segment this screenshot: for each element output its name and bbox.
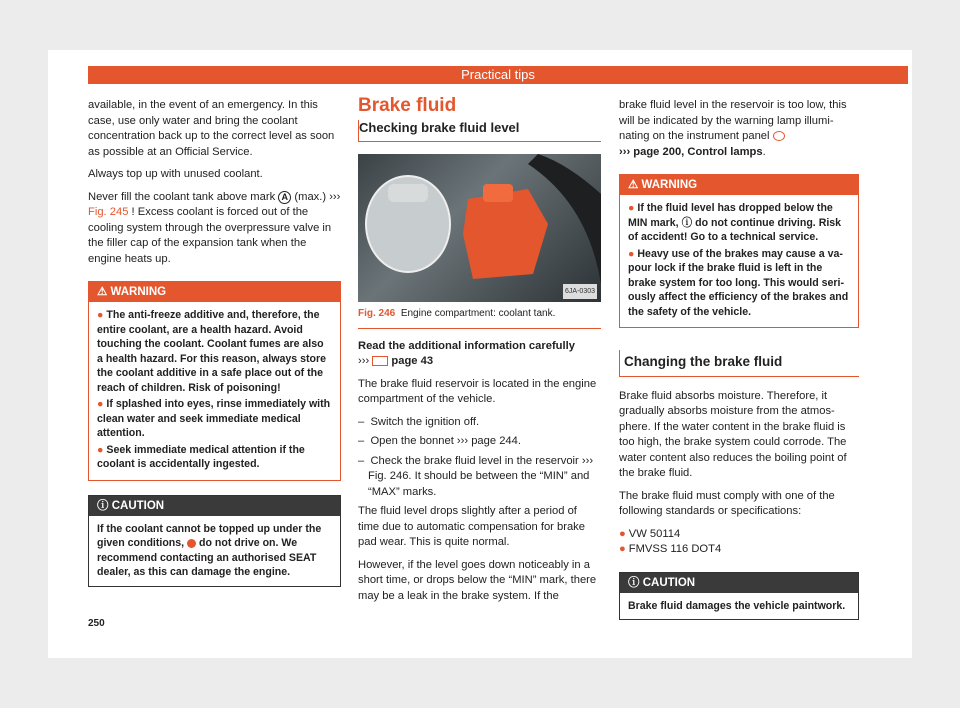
column-right <box>619 98 859 620</box>
caution-box <box>88 495 341 587</box>
page-number: 250 <box>88 618 105 629</box>
paragraph: The brake fluid reservoir is located in the engine compartment of the vehicle. <box>358 377 597 405</box>
paragraph: The fluid level drops slightly after a period of time due to automatic compensation for brake pad wear. This is quite normal. <box>358 505 585 548</box>
step-item: – Check the brake fluid level in the reservoir ››› Fig. 246. It should be between the “MIN” and “MAX” marks. <box>358 454 594 498</box>
caution-text: Brake fluid damages the vehicle paintwork. <box>628 599 846 612</box>
column-left <box>88 98 341 587</box>
spec-item: ● VW 50114 <box>619 527 681 540</box>
warning-item: ● The anti-freeze additive and, therefore, the entire coolant, are a health hazard. Avoid touching the coolant. Coolant fumes are also a health hazard. For this reason, always store the coolant additive in a safe place out of the reach of children. Risk of poisoning! <box>97 309 327 394</box>
warning-box <box>619 174 859 328</box>
engine-compartment-illustration <box>358 154 601 302</box>
column-middle <box>358 95 601 611</box>
spec-item: ● FMVSS 116 DOT4 <box>619 543 722 555</box>
read-more: Read the additional information carefully ››› page 43 <box>358 339 575 367</box>
paragraph: brake fluid level in the reservoir is too low, this will be indicated by the warning lamp illuminating on the instrument panel ››› page 200, Control lamps. <box>619 99 847 158</box>
step-item: – Open the bonnet ››› page 244. <box>358 435 521 447</box>
warning-item: ● Heavy use of the brakes may cause a vapour lock if the brake fluid is left in the brake system for too long. This would seriously affect the efficiency of the brakes and the safety of the vehicle. <box>628 247 849 318</box>
paragraph: available, in the event of an emergency. In this case, use only water and bring the coolant concentration back up to the correct level as soon as possible at an Official Service. <box>88 99 335 158</box>
brake-warning-lamp-icon <box>773 131 785 141</box>
warning-header: ⚠ WARNING <box>89 282 340 302</box>
figure-caption: Fig. 246 Engine compartment: coolant tank. <box>358 302 601 329</box>
paragraph: Always top up with unused coolant. <box>88 168 263 180</box>
caution-box <box>619 572 859 621</box>
warning-box <box>88 281 341 481</box>
section-header: Practical tips <box>88 66 908 84</box>
paragraph: The brake fluid must comply with one of the following standards or specifications: <box>619 489 835 517</box>
caution-text: If the coolant cannot be topped up under the given conditions, do not drive on. We recommend contacting an authorised SEAT dealer, as this can damage the engine. <box>97 522 322 578</box>
subsection-heading: Checking brake fluid level <box>358 120 601 143</box>
warning-item: ● If the fluid level has dropped below the MIN mark, ⓘ do not continue driving. Risk of accident! Go to a technical service. <box>628 202 842 243</box>
warning-header: ⚠ WARNING <box>620 175 858 195</box>
engine-figure <box>358 154 601 302</box>
subsection-heading: Changing the brake fluid <box>619 350 859 377</box>
manual-page <box>48 50 912 658</box>
figure-link[interactable]: Fig. 245 <box>88 206 129 218</box>
mark-a-icon: A <box>278 191 291 204</box>
book-icon <box>372 356 388 366</box>
figure-code: 6JA-0303 <box>563 284 597 300</box>
warning-item: ● Seek immediate medical attention if the coolant is accidentally ingested. <box>97 443 305 470</box>
warning-item: ● If splashed into eyes, rinse immediately with clean water and seek immediate medical attention. <box>97 398 331 439</box>
paragraph: However, if the level goes down noticeably in a short time, or drops below the “MIN” mark, there may be a leak in the brake system. If the <box>358 558 597 602</box>
paragraph: Brake fluid absorbs moisture. Therefore, it gradually absorbs moisture from the atmosphere. If the water content in the brake fluid is too high, the brake system could corrode. The water content also reduces the boiling point of the brake fluid. <box>619 389 847 479</box>
caution-header: ⓘ CAUTION <box>620 573 858 593</box>
paragraph: Never fill the coolant tank above mark A (max.) ››› Fig. 245 ! Excess coolant is forced out of the cooling system through the overpressure valve in the filler cap of the expansion tank when the engine heats up. <box>88 190 341 265</box>
section-heading: Brake fluid <box>358 95 457 116</box>
stop-icon <box>187 539 196 548</box>
caution-header: ⓘ CAUTION <box>89 496 340 516</box>
step-item: – Switch the ignition off. <box>358 415 480 428</box>
